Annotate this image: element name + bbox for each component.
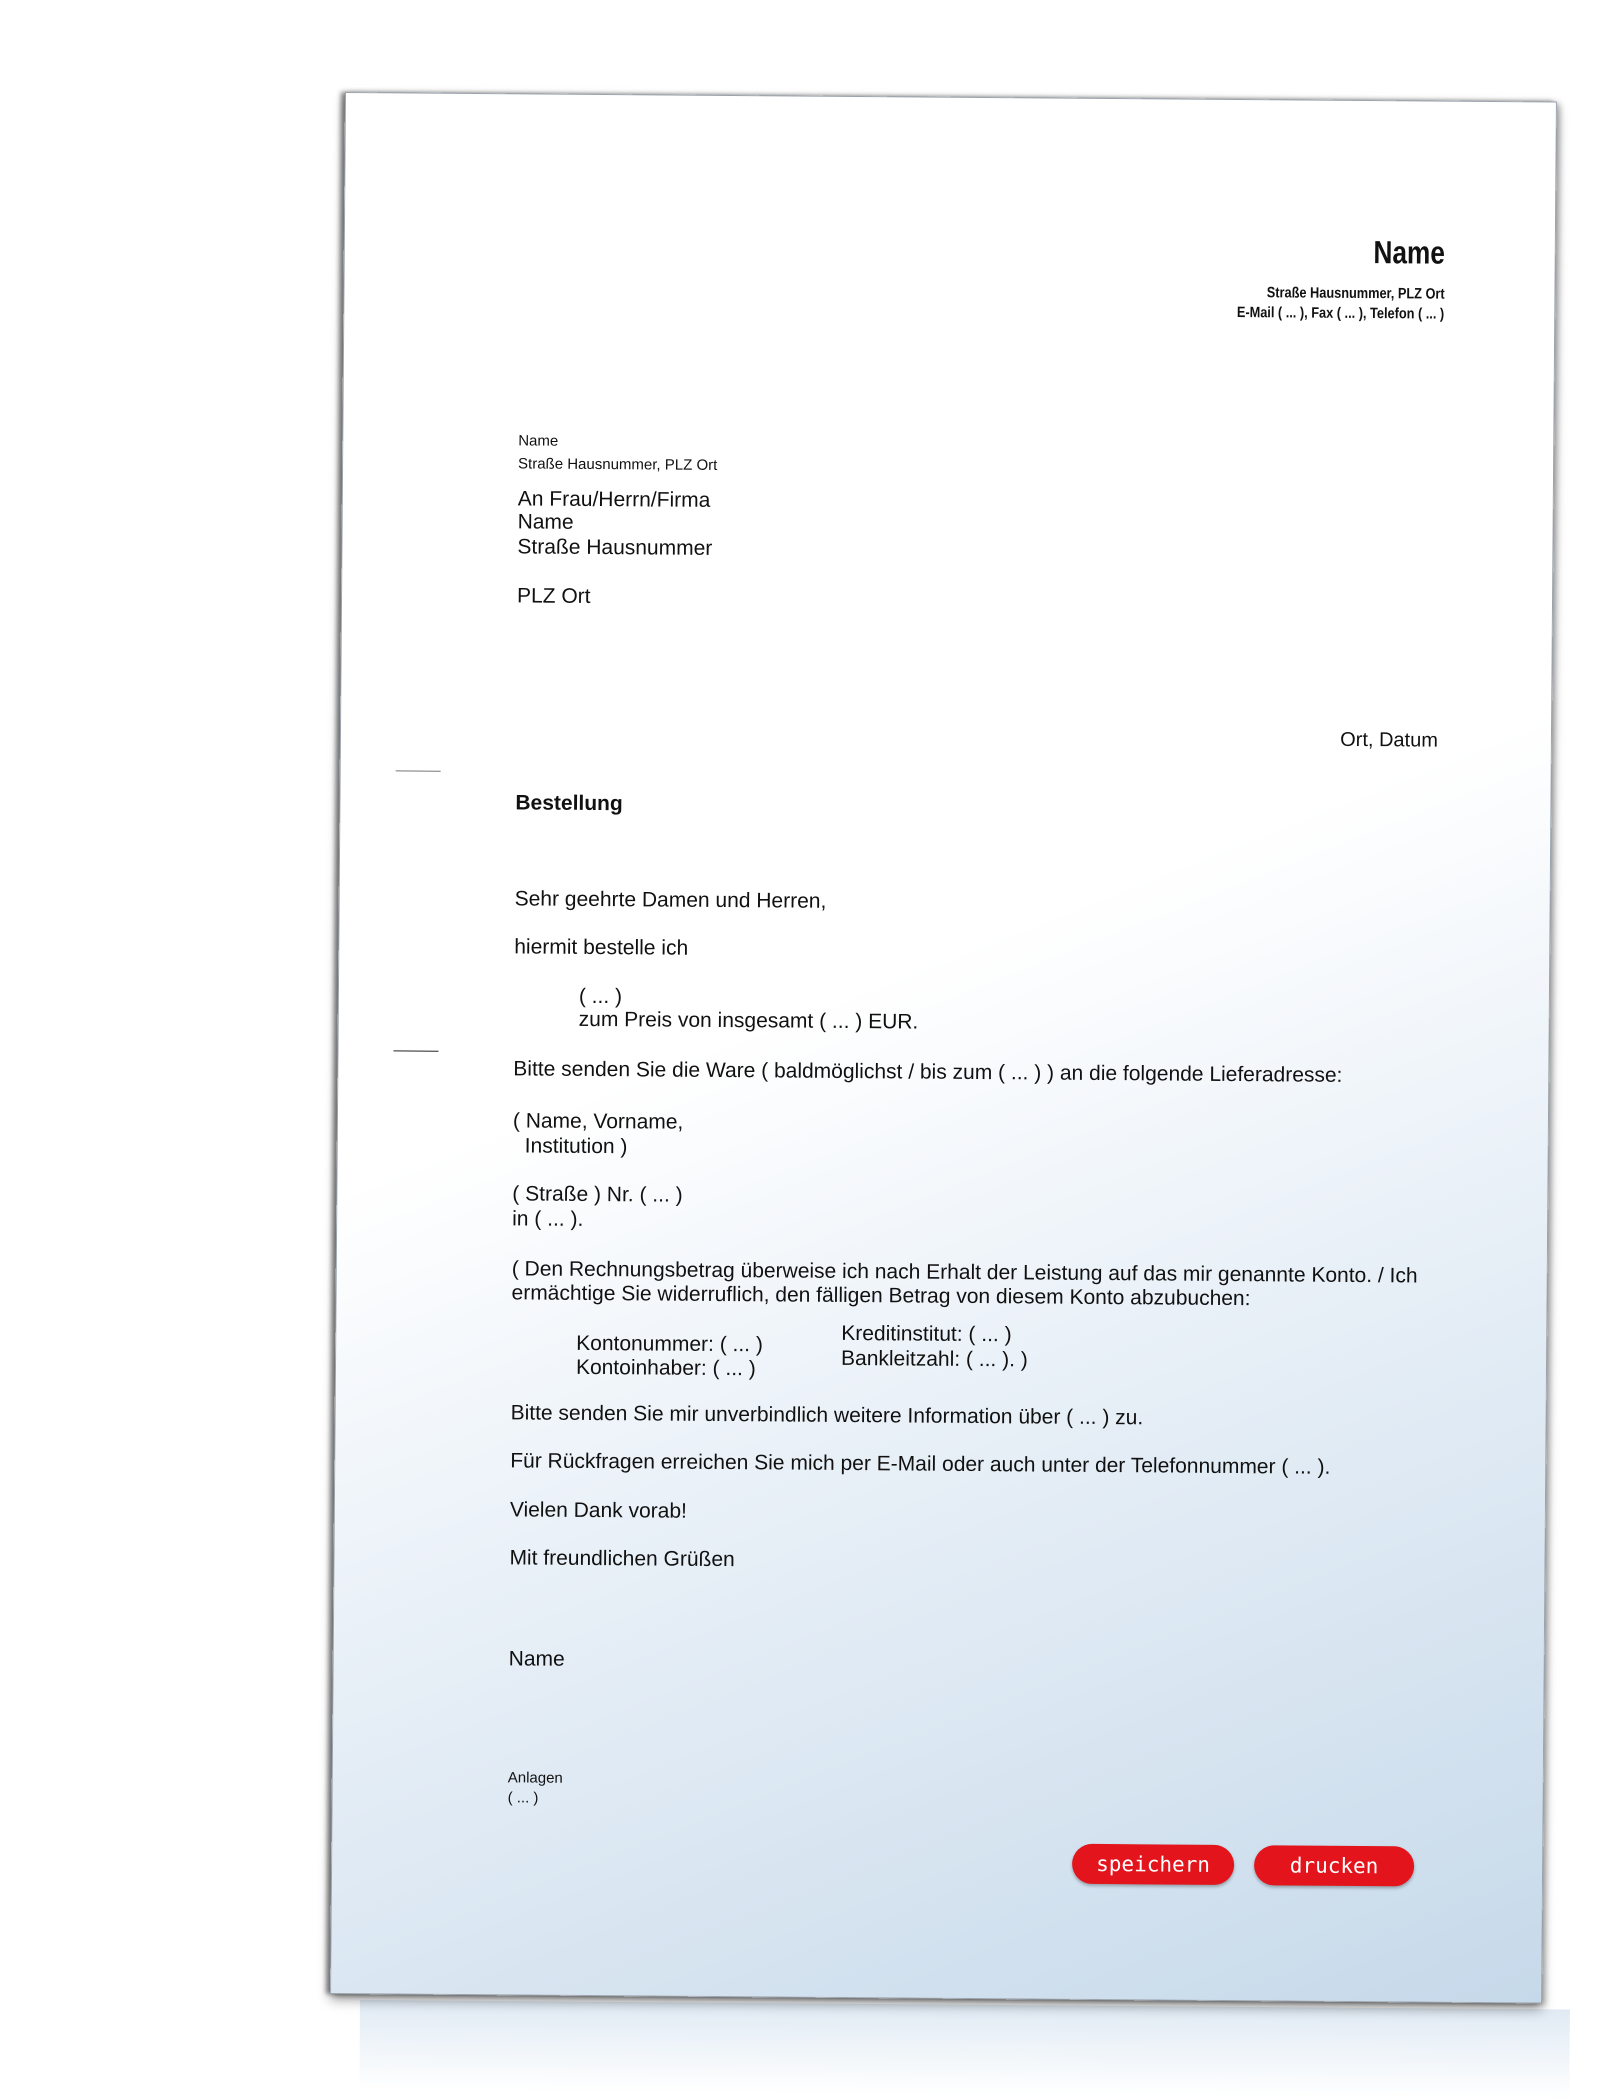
order-price: zum Preis von insgesamt ( ... ) EUR. xyxy=(578,1007,919,1034)
bank-code: Bankleitzahl: ( ... ). ) xyxy=(840,1346,1028,1372)
signature-name: Name xyxy=(508,1647,565,1671)
sender-street-city: Straße Hausnummer, PLZ Ort xyxy=(1266,284,1445,303)
closing: Mit freundlichen Grüßen xyxy=(509,1546,735,1572)
save-button[interactable] xyxy=(1072,1844,1234,1885)
delivery-institution: Institution ) xyxy=(524,1134,628,1159)
place-date: Ort, Datum xyxy=(1340,728,1439,752)
delivery-name: ( Name, Vorname, xyxy=(512,1109,684,1134)
delivery-street: ( Straße ) Nr. ( ... ) xyxy=(512,1182,683,1207)
attachments-value: ( ... ) xyxy=(507,1789,539,1807)
recipient-line4: PLZ Ort xyxy=(516,584,591,608)
sender-contact: E-Mail ( ... ), Fax ( ... ), Telefon ( ... ) xyxy=(1236,304,1445,323)
return-street-city: Straße Hausnummer, PLZ Ort xyxy=(518,455,718,474)
payment-line1: ( Den Rechnungsbetrag überweise ich nach Erhalt der Leistung auf das mir genannte Konto. / Ich xyxy=(511,1257,1418,1288)
account-number: Kontonummer: ( ... ) xyxy=(576,1331,763,1357)
thanks: Vielen Dank vorab! xyxy=(509,1498,688,1523)
delivery-city: in ( ... ). xyxy=(512,1207,584,1231)
order-intro: hiermit bestelle ich xyxy=(514,935,689,960)
account-holder: Kontoinhaber: ( ... ) xyxy=(575,1355,756,1381)
attachments-label: Anlagen xyxy=(507,1769,563,1787)
fold-mark-middle xyxy=(393,1050,438,1051)
order-item: ( ... ) xyxy=(578,984,623,1009)
recipient-line1: An Frau/Herrn/Firma xyxy=(517,487,711,512)
save-button-label: speichern xyxy=(1096,1851,1211,1877)
salutation: Sehr geehrte Damen und Herren, xyxy=(514,887,827,913)
letter-page xyxy=(330,92,1557,2003)
return-name: Name xyxy=(518,432,559,450)
sender-name: Name xyxy=(1373,234,1445,271)
delivery-request: Bitte senden Sie die Ware ( baldmöglichst / bis zum ( ... ) ) an die folgende Lieferadresse: xyxy=(513,1057,1343,1087)
print-button[interactable] xyxy=(1254,1845,1414,1886)
fold-mark-top xyxy=(396,770,441,771)
recipient-line2: Name xyxy=(517,510,574,534)
page-reflection xyxy=(359,2000,1570,2100)
payment-line2: ermächtige Sie widerruflich, den fälligen Betrag von diesem Konto abzubuchen: xyxy=(511,1281,1251,1311)
subject: Bestellung xyxy=(515,791,623,816)
recipient-line3: Straße Hausnummer xyxy=(517,535,713,560)
print-button-label: drucken xyxy=(1289,1853,1379,1879)
bank-name: Kreditinstitut: ( ... ) xyxy=(841,1321,1012,1347)
info-request: Bitte senden Sie mir unverbindlich weitere Information über ( ... ) zu. xyxy=(510,1401,1144,1430)
contact-note: Für Rückfragen erreichen Sie mich per E-Mail oder auch unter der Telefonnummer ( ... ). xyxy=(510,1449,1331,1479)
